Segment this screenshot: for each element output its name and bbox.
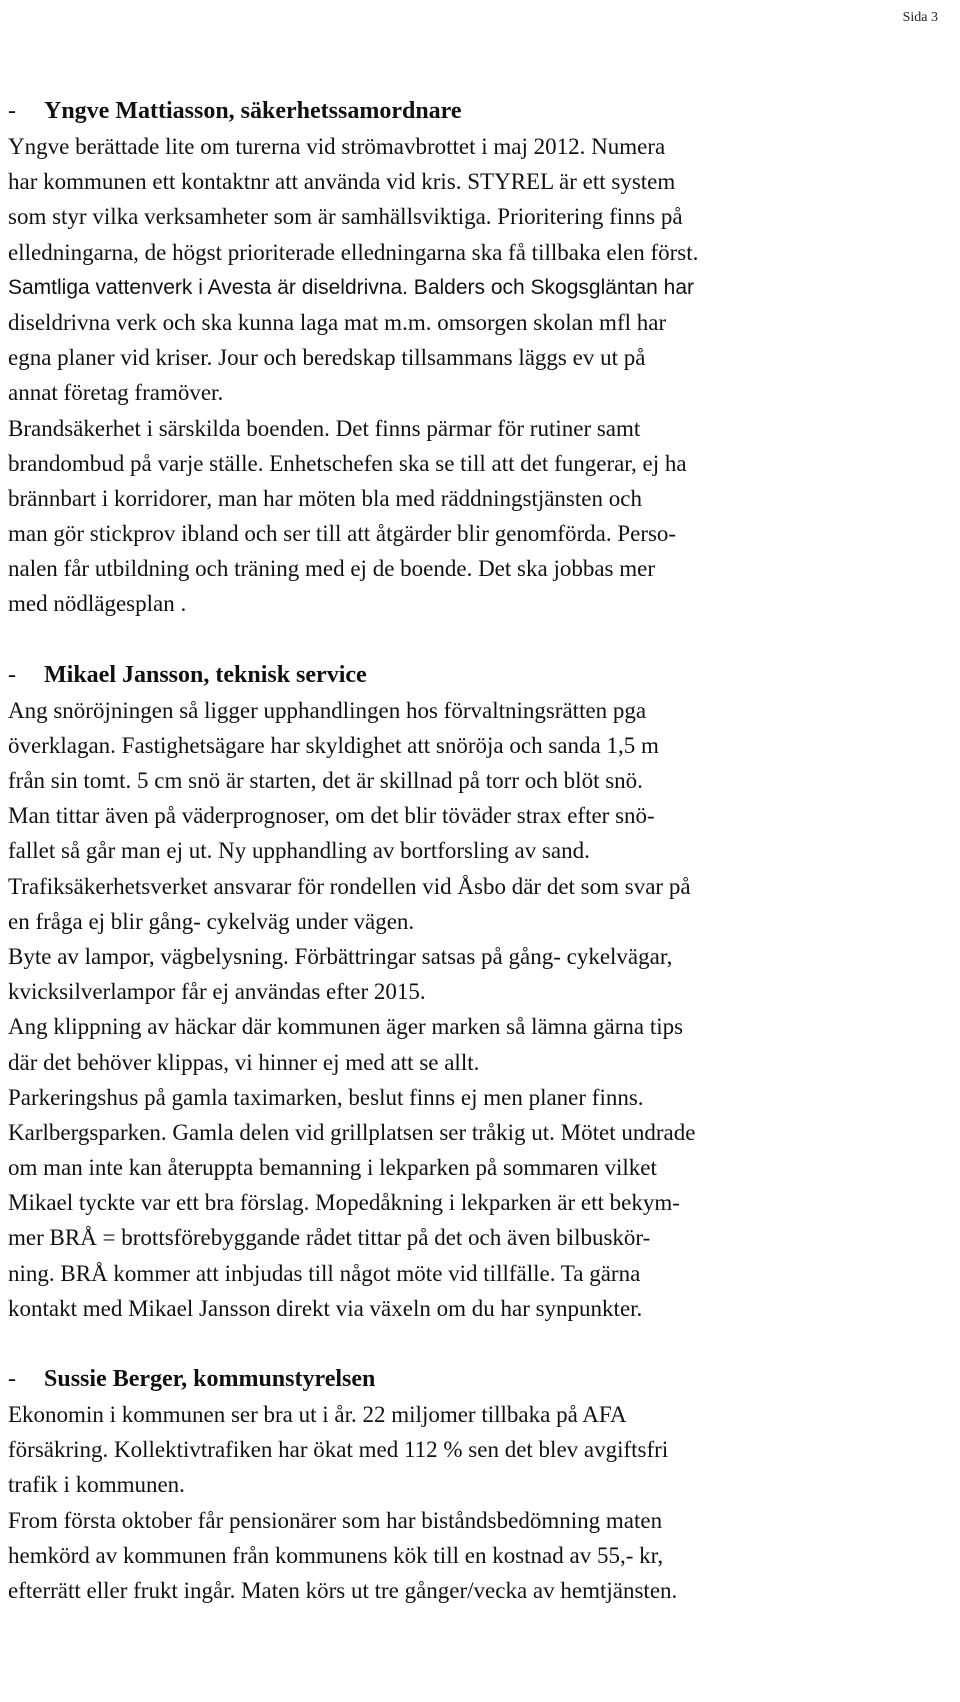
paragraph-line: From första oktober får pensionärer som har biståndsbedömning maten: [8, 1507, 663, 1533]
document-body: [8, 94, 948, 1608]
heading-text: Yngve Mattiasson, säkerhetssamordnare: [44, 98, 462, 124]
paragraph-line: försäkring. Kollektivtrafiken har ökat med 112 % sen det blev avgiftsfri: [8, 1437, 669, 1463]
paragraph-line: ning. BRÅ kommer att inbjudas till något möte vid tillfälle. Ta gärna: [8, 1260, 641, 1286]
paragraph-line: Man tittar även på väderprognoser, om det blir töväder strax efter snö-: [8, 803, 655, 829]
paragraph-line: Brandsäkerhet i särskilda boenden. Det finns pärmar för rutiner samt: [8, 415, 641, 441]
paragraph-line: man gör stickprov ibland och ser till att åtgärder blir genomförda. Perso-: [8, 521, 677, 547]
paragraph-line: elledningarna, de högst prioriterade elledningarna ska få tillbaka elen först.: [8, 239, 699, 265]
section-heading: [8, 658, 948, 693]
paragraph-line: Ang klippning av häckar där kommunen äger marken så lämna gärna tips: [8, 1014, 684, 1040]
section-gap: [8, 1326, 948, 1362]
heading-text: Sussie Berger, kommunstyrelsen: [44, 1366, 376, 1392]
section-mikael: [8, 658, 948, 1326]
paragraph-line: Parkeringshus på gamla taximarken, beslut finns ej men planer finns.: [8, 1084, 644, 1110]
section-heading: [8, 94, 948, 129]
section-yngve: [8, 94, 948, 622]
section-sussie: [8, 1362, 948, 1608]
list-dash: -: [8, 98, 16, 124]
paragraph-line: där det behöver klippas, vi hinner ej med att se allt.: [8, 1049, 480, 1075]
paragraph-line: trafik i kommunen.: [8, 1472, 185, 1498]
paragraph-line: fallet så går man ej ut. Ny upphandling av bortforsling av sand.: [8, 838, 590, 864]
heading-text: Mikael Jansson, teknisk service: [44, 661, 367, 688]
paragraph-line: Ekonomin i kommunen ser bra ut i år. 22 miljomer tillbaka på AFA: [8, 1402, 627, 1427]
paragraph-line: egna planer vid kriser. Jour och beredskap tillsammans läggs ev ut på: [8, 345, 646, 371]
paragraph-line: Byte av lampor, vägbelysning. Förbättringar satsas på gång- cykelvägar,: [8, 943, 673, 969]
paragraph-line: nalen får utbildning och träning med ej de boende. Det ska jobbas mer: [8, 556, 655, 582]
paragraph-line: har kommunen ett kontaktnr att använda vid kris. STYREL är ett system: [8, 169, 676, 195]
paragraph-line: en fråga ej blir gång- cykelväg under vägen.: [8, 908, 415, 934]
paragraph-line: som styr vilka verksamheter som är samhällsviktiga. Prioritering finns på: [8, 204, 683, 230]
section-gap: [8, 622, 948, 658]
paragraph-line: brandombud på varje ställe. Enhetschefen ska se till att det fungerar, ej ha: [8, 450, 687, 476]
paragraph-line: efterrätt eller frukt ingår. Maten körs ut tre gånger/vecka av hemtjänsten.: [8, 1577, 678, 1603]
paragraph-line: kontakt med Mikael Jansson direkt via växeln om du har synpunkter.: [8, 1295, 643, 1321]
paragraph-line: Karlbergsparken. Gamla delen vid grillplatsen ser tråkig ut. Mötet undrade: [8, 1119, 696, 1145]
paragraph-line: annat företag framöver.: [8, 380, 224, 406]
paragraph-line: mer BRÅ = brottsförebyggande rådet tittar på det och även bilbuskör-: [8, 1225, 651, 1251]
paragraph-line: Yngve berättade lite om turerna vid strömavbrottet i maj 2012. Numera: [8, 134, 666, 159]
paragraph-line: Trafiksäkerhetsverket ansvarar för rondellen vid Åsbo där det som svar på: [8, 873, 691, 899]
paragraph-line: om man inte kan återuppta bemanning i lekparken på sommaren vilket: [8, 1155, 657, 1181]
list-dash: -: [8, 661, 16, 688]
paragraph-line: diseldrivna verk och ska kunna laga mat m.m. omsorgen skolan mfl har: [8, 309, 667, 335]
paragraph-line: kvicksilverlampor får ej användas efter 2015.: [8, 979, 426, 1005]
paragraph-line: Mikael tyckte var ett bra förslag. Mopedåkning i lekparken är ett bekym-: [8, 1190, 680, 1216]
paragraph-line: från sin tomt. 5 cm snö är starten, det är skillnad på torr och blöt snö.: [8, 768, 643, 793]
paragraph-line: Samtliga vattenverk i Avesta är diseldrivna. Balders och Skogsgläntan har: [8, 275, 694, 299]
paragraph-line: hemkörd av kommunen från kommunens kök till en kostnad av 55,- kr,: [8, 1542, 664, 1568]
page-number: Sida 3: [902, 10, 938, 25]
paragraph-line: Ang snöröjningen så ligger upphandlingen hos förvaltningsrätten pga: [8, 697, 647, 723]
list-dash: -: [8, 1366, 16, 1392]
paragraph-line: brännbart i korridorer, man har möten bla med räddningstjänsten och: [8, 485, 642, 511]
paragraph-line: överklagan. Fastighetsägare har skyldighet att snöröja och sanda 1,5 m: [8, 732, 659, 758]
section-heading: [8, 1362, 948, 1397]
paragraph-line: med nödlägesplan .: [8, 591, 187, 617]
